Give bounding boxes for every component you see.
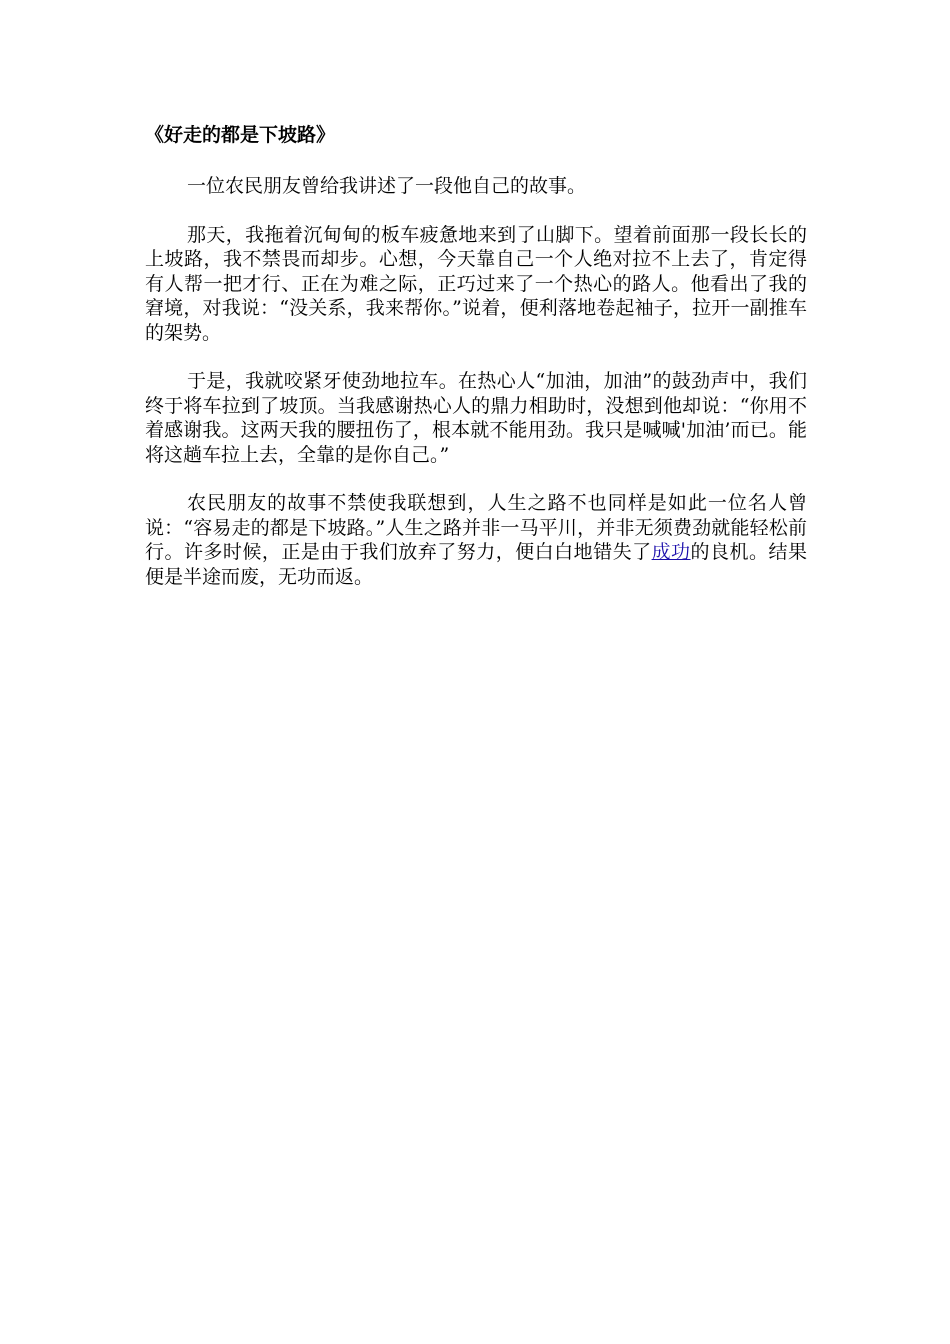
paragraph-4-text-after: 的良机。结果便是半途而废，无功而返。 (145, 541, 807, 588)
paragraph-1: 一位农民朋友曾给我讲述了一段他自己的故事。 (187, 175, 587, 197)
document-title: 《好走的都是下坡路》 (145, 124, 336, 146)
paragraph-3: 于是，我就咬紧牙使劲地拉车。在热心人“加油，加油”的鼓劲声中，我们终于将车拉到了坡顶。当我感谢热心人的鼎力相助时，没想到他却说：“你用不着感谢我。这两天我的腰扭伤了，根本就不能用劲。我只是喊喊'加油’而已。能将这趟车拉上去，全靠的是你自己。” (145, 370, 807, 466)
document-page (145, 122, 807, 613)
success-link[interactable]: 成功 (651, 541, 691, 563)
paragraph-4 (145, 491, 807, 589)
paragraph-2: 那天，我拖着沉甸甸的板车疲惫地来到了山脚下。望着前面那一段长长的上坡路，我不禁畏而却步。心想，今天靠自己一个人绝对拉不上去了，肯定得有人帮一把才行、正在为难之际，正巧过来了一个热心的路人。他看出了我的窘境，对我说：“没关系，我来帮你。”说着，便利落地卷起袖子，拉开一副推车的架势。 (145, 223, 807, 344)
paragraph-4-text-before: 农民朋友的故事不禁使我联想到，人生之路不也同样是如此一位名人曾说：“容易走的都是下坡路。”人生之路并非一马平川，并非无须费劲就能轻松前行。许多时候，正是由于我们放弃了努力，便白白地错失了 (145, 492, 807, 563)
